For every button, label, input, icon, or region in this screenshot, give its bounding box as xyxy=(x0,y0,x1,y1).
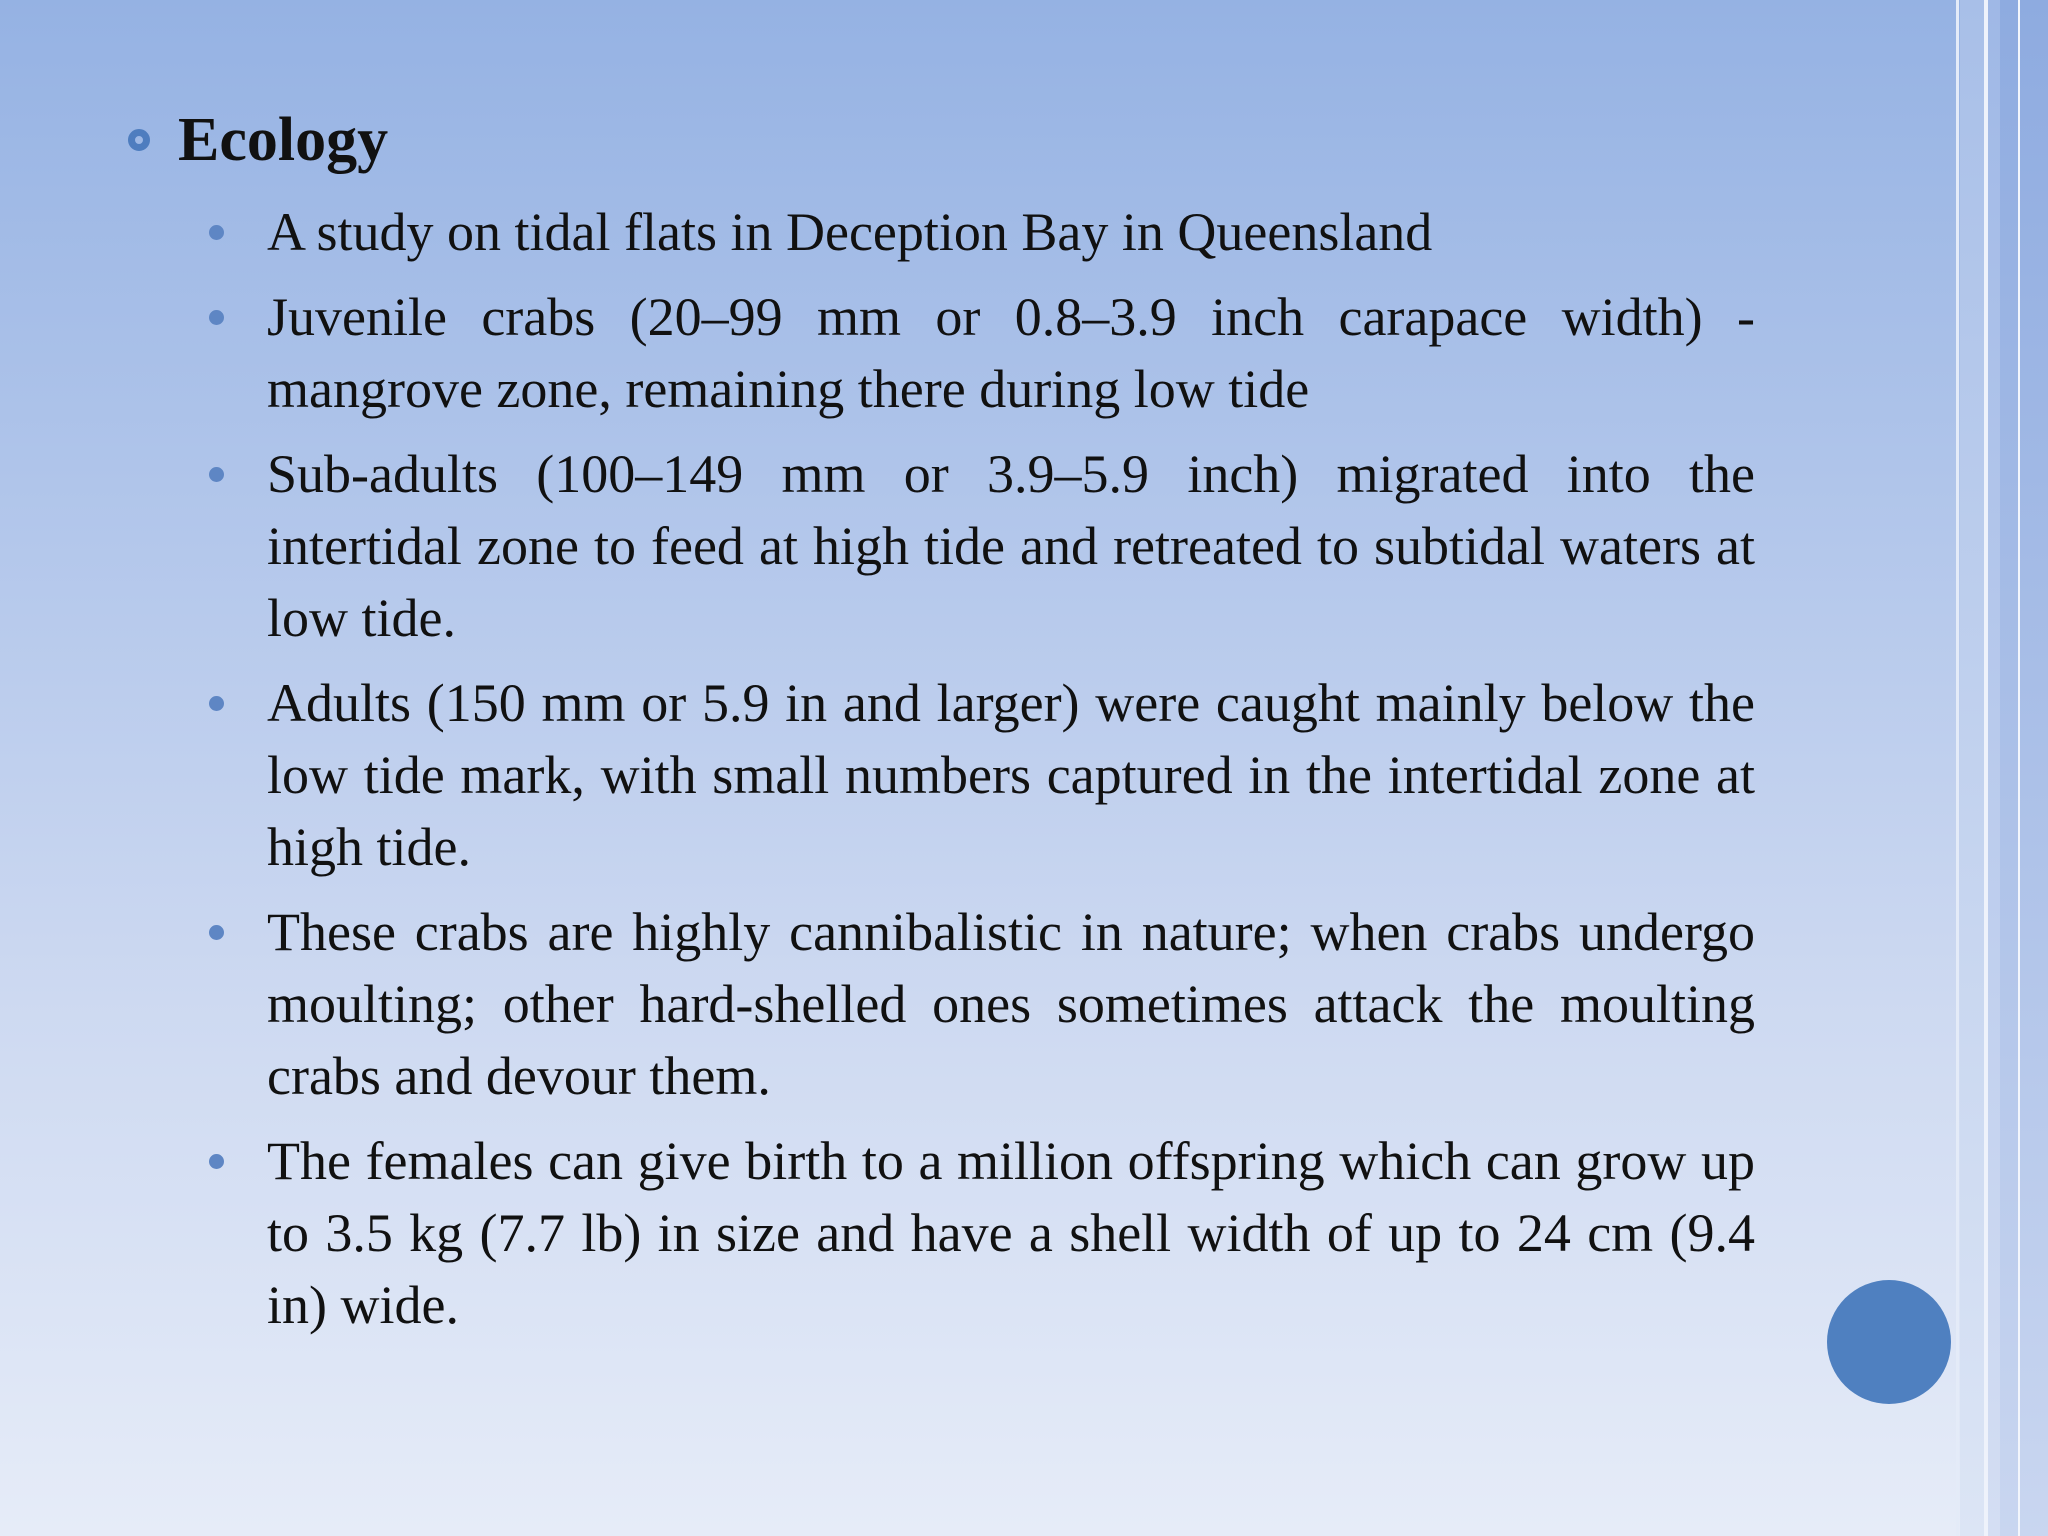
slide-heading: Ecology xyxy=(178,106,389,174)
dot-bullet-icon xyxy=(209,467,224,482)
bullet-text: Juvenile crabs (20–99 mm or 0.8–3.9 inch carapace width) - mangrove zone, remaining there during low tide xyxy=(267,287,1755,419)
side-stripe xyxy=(1960,0,1984,1536)
bullet-text: A study on tidal flats in Deception Bay in Queensland xyxy=(267,202,1433,262)
dot-bullet-icon xyxy=(209,696,224,711)
bullet-text: Adults (150 mm or 5.9 in and larger) were caught mainly below the low tide mark, with small numbers captured in the intertidal zone at high tide. xyxy=(267,673,1755,877)
bullet-item xyxy=(267,667,1755,883)
bullet-item xyxy=(267,438,1755,654)
dot-bullet-icon xyxy=(209,925,224,940)
bullet-item xyxy=(267,196,1755,268)
bullet-text: The females can give birth to a million offspring which can grow up to 3.5 kg (7.7 lb) in size and have a shell width of up to 24 cm (9.4 in) wide. xyxy=(267,1131,1755,1335)
side-stripe xyxy=(1956,0,1959,1536)
side-stripe xyxy=(1988,0,2000,1536)
heading-row xyxy=(128,100,388,180)
bullet-list xyxy=(267,196,1755,1354)
bullet-text: These crabs are highly cannibalistic in nature; when crabs undergo moulting; other hard-shelled ones sometimes attack the moulting crabs and devour them. xyxy=(267,902,1755,1106)
bullet-text: Sub-adults (100–149 mm or 3.9–5.9 inch) migrated into the intertidal zone to feed at high tide and retreated to subtidal waters at low tide. xyxy=(267,444,1755,648)
dot-bullet-icon xyxy=(209,310,224,325)
ring-bullet-icon xyxy=(128,129,150,151)
bullet-item xyxy=(267,1125,1755,1341)
side-stripe xyxy=(2018,0,2020,1536)
decorative-circle xyxy=(1827,1280,1951,1404)
dot-bullet-icon xyxy=(209,1154,224,1169)
dot-bullet-icon xyxy=(209,225,224,240)
bullet-item xyxy=(267,281,1755,425)
side-stripe xyxy=(2000,0,2048,1536)
bullet-item xyxy=(267,896,1755,1112)
